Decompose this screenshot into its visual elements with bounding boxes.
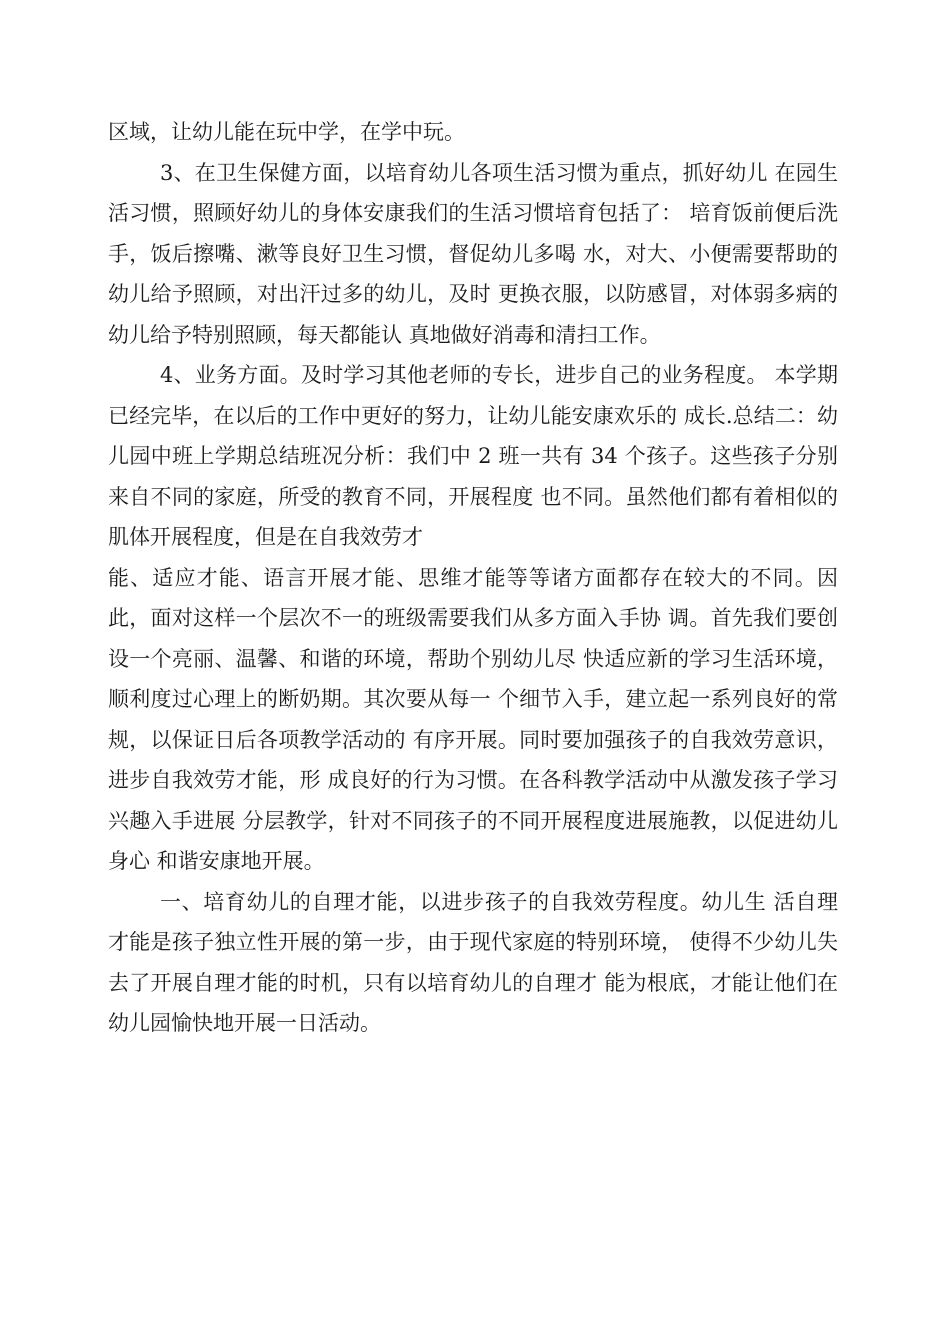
- paragraph-4: 能、适应才能、语言开展才能、思维才能等等诸方面都存在较大的不同。因此，面对这样一个层次不一的班级需要我们从多方面入手协 调。首先我们要创设一个亮丽、温馨、和谐的环境，帮助个别幼儿尽 快适应新的学习生活环境，顺利度过心理上的断奶期。其次要从每一 个细节入手，建立起一系列良好的常规，以保证日后各项教学活动的 有序开展。同时要加强孩子的自我效劳意识，进步自我效劳才能，形 成良好的行为习惯。在各科教学活动中从激发孩子学习兴趣入手进展 分层教学，针对不同孩子的不同开展程度进展施教，以促进幼儿身心 和谐安康地开展。: [108, 565, 838, 873]
- paragraph-3: 4、业务方面。及时学习其他老师的专长，进步自己的业务程度。 本学期已经完毕，在以后的工作中更好的努力，让幼儿能安康欢乐的 成长.总结二：幼儿园中班上学期总结班况分析：我们中 2 班一共有 34 个孩子。这些孩子分别来自不同的家庭，所受的教育不同，开展程度 也不同。虽然他们都有着相似的肌体开展程度，但是在自我效劳才: [108, 363, 838, 549]
- document-body: [108, 112, 838, 1044]
- paragraph-2: 3、在卫生保健方面，以培育幼儿各项生活习惯为重点，抓好幼儿 在园生活习惯，照顾好幼儿的身体安康我们的生活习惯培育包括了： 培育饭前便后洗手，饭后擦嘴、漱等良好卫生习惯，督促幼儿多喝 水，对大、小便需要帮助的幼儿给予照顾，对出汗过多的幼儿，及时 更换衣服，以防感冒，对体弱多病的幼儿给予特别照顾，每天都能认 真地做好消毒和清扫工作。: [108, 160, 838, 347]
- paragraph-1: 区域，让幼儿能在玩中学，在学中玩。: [108, 120, 465, 144]
- paragraph-5: 一、培育幼儿的自理才能，以进步孩子的自我效劳程度。幼儿生 活自理才能是孩子独立性开展的第一步，由于现代家庭的特别环境， 使得不少幼儿失去了开展自理才能的时机，只有以培育幼儿的自理才 能为根底，才能让他们在幼儿园愉快地开展一日活动。: [108, 889, 838, 1035]
